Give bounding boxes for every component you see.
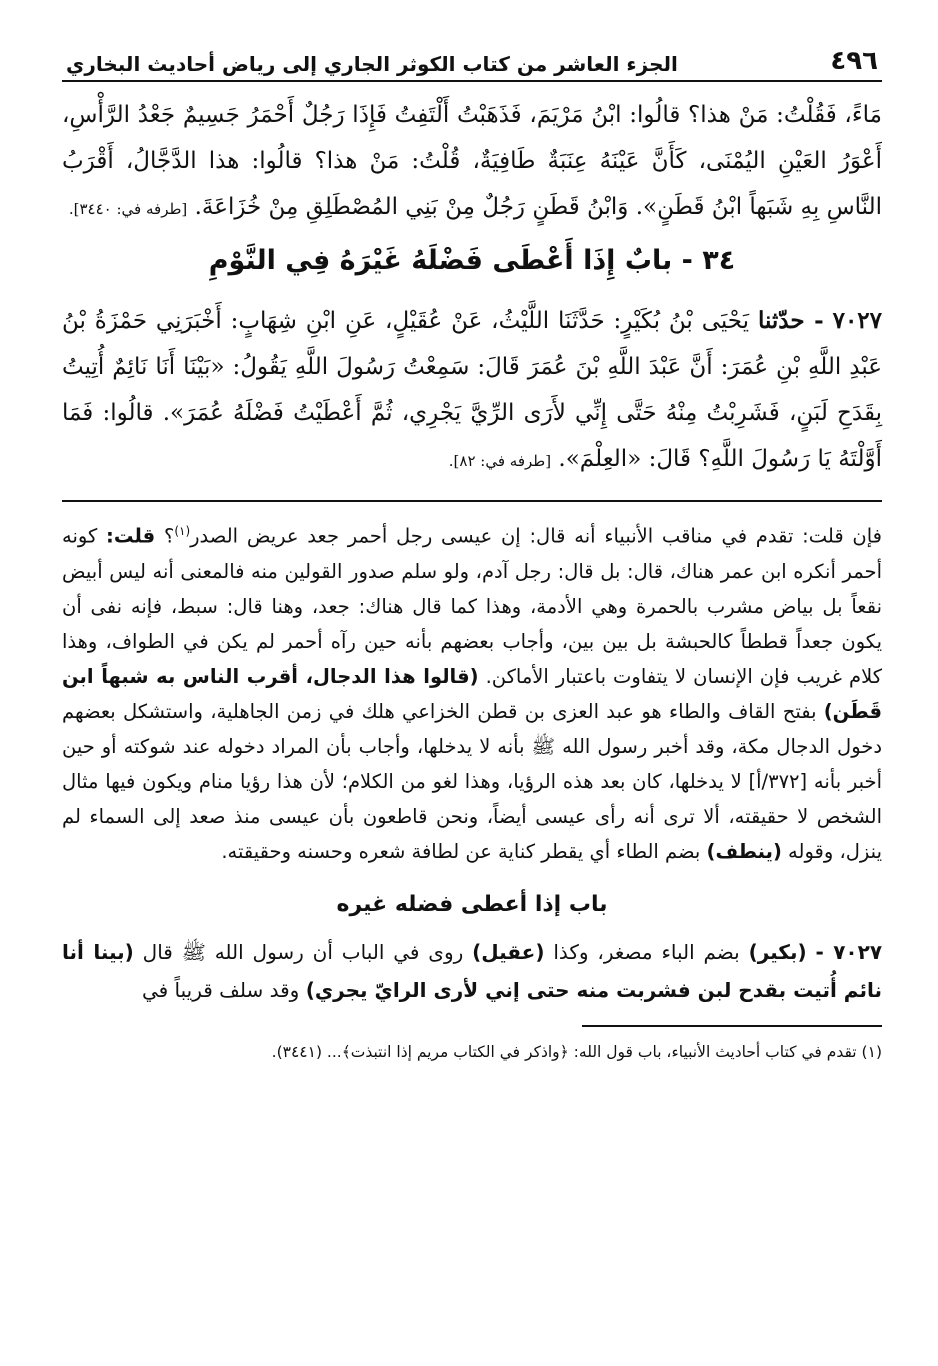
footnote-mark: (١) xyxy=(861,1042,882,1061)
commentary-2-bold-2: (عقيل) xyxy=(472,939,545,964)
footnote-text: تقدم في كتاب أحاديث الأنبياء، باب قول الله: ﴿واذكر في الكتاب مريم إذا انتبذت﴾... (٣٤٤١). xyxy=(271,1042,857,1061)
hadith-continuation xyxy=(62,92,882,232)
commentary-2-text-1: بضم الباء مصغر، وكذا xyxy=(544,939,749,964)
hadith-main-text xyxy=(62,298,882,484)
chapter-number: ٣٤ xyxy=(702,245,736,276)
commentary-text-2: ؟ xyxy=(155,524,175,548)
commentary-text-3: كونه أحمر أنكره ابن عمر هناك، قال: بل قال: رجل آدم، ولو سلم صدور القولين منه فالمعنى أنه ليس أبيض نقعاً بل بياض مشرب بالحمرة وهي الأدمة، وهذا كما قال هناك: جعد، وهنا قال: سبط، فإنه نفى أن يكون جعداً قططاً كالحبشة بل بين بين، وأجاب بعضهم بأنه حين رآه أحمر لم يكن في الطواف، وهذا كلام غريب فإن الإنسان لا يتفاوت باعتبار الأماكن. xyxy=(62,524,883,688)
cross-reference: [طرفه في: ٣٤٤٠]. xyxy=(68,200,188,218)
running-header xyxy=(62,42,882,82)
commentary-2-text-2: روى في الباب أن رسول الله ﷺ قال xyxy=(133,939,473,964)
hadith-cross-reference: [طرفه في: ٨٢]. xyxy=(448,452,552,470)
commentary-2-paragraph xyxy=(62,933,882,1009)
chapter-heading xyxy=(62,234,882,288)
hadith-intro: حدّثنا xyxy=(757,307,805,334)
hadith-number: ٧٠٢٧ xyxy=(832,307,883,334)
hadith-main xyxy=(62,298,882,484)
section-divider xyxy=(62,500,882,502)
commentary-quote-1: (قالوا هذا الدجال، أقرب الناس به شبهاً ابن قَطَن) xyxy=(62,664,882,723)
chapter-title: بابٌ إِذَا أَعْطَى فَضْلَهُ غَيْرَهُ فِي النَّوْمِ xyxy=(208,245,673,276)
commentary-text-4: بفتح القاف والطاء هو عبد العزى بن قطن الخزاعي هلك في زمن الجاهلية، واستشكل بعضهم دخول الدجال مكة، وقد أخبر رسول الله ﷺ بأنه لا يدخلها، وأجاب بأن المراد دخوله عند شوكته أو حين أخبر بأنه [٣٧٢/أ] لا يدخلها، كان بعد هذه الرؤيا، وهذا لغو من الكلام؛ لأن هذا رؤيا منام ويكون فيها مثال الشخص لا حقيقته، ألا ترى أنه رأى عيسى أيضاً، ونحن قاطعون بأن عيسى منذ صعد إلى السماء لم ينزل، وقوله xyxy=(62,699,882,863)
commentary-2-number: ٧٠٢٧ - xyxy=(815,939,883,964)
commentary-block-2 xyxy=(62,933,882,1009)
hadith-dash: - xyxy=(804,307,824,334)
commentary-qult: قلت: xyxy=(106,524,156,548)
commentary-paragraph xyxy=(62,514,882,869)
book-page xyxy=(62,42,882,1332)
hadith-continuation-body: مَاءً، فَقُلْتُ: مَنْ هذا؟ قالُوا: ابْنُ مَرْيَمَ، فَذَهَبْتُ أَلْتَفِتُ فَإِذَا رَجُلٌ أَحْمَرُ جَسِيمٌ جَعْدُ الرَّأْسِ، أَعْوَرُ العَيْنِ اليُمْنَى، كَأَنَّ عَيْنَهُ عِنَبَةٌ طَافِيَةٌ، قُلْتُ: مَنْ هذا؟ قالُوا: هذا الدَّجَّالُ، أَقْرَبُ النَّاسِ بِهِ شَبَهاً ابْنُ قَطَنٍ». وَابْنُ قَطَنٍ رَجُلٌ مِنْ بَنِي المُصْطَلِقِ مِنْ خُزَاعَةَ. xyxy=(62,102,882,220)
sub-heading: باب إذا أعطى فضله غيره xyxy=(336,891,608,917)
chapter-dash: - xyxy=(672,245,693,276)
commentary-2-text-3: وقد سلف قريباً في xyxy=(141,977,306,1002)
footnote-rule xyxy=(582,1025,882,1027)
book-title: الجزء العاشر من كتاب الكوثر الجاري إلى رياض أحاديث البخاري xyxy=(66,52,678,76)
commentary-text-5: بضم الطاء أي يقطر كناية عن لطافة شعره وحسنه وحقيقته. xyxy=(221,839,707,863)
footnote-reference[interactable]: (١) xyxy=(174,524,191,538)
commentary-quote-2: (ينطف) xyxy=(706,839,782,863)
commentary-2-bold-1: (بكير) xyxy=(748,939,807,964)
commentary-text-1: فإن قلت: تقدم في مناقب الأنبياء أنه قال: إن عيسى رجل أحمر جعد عريض الصدر xyxy=(190,524,882,548)
commentary-2-bold-3: (بينا أنا نائم أُتيت بقدح لبن فشربت منه حتى إني لأرى الرايّ يجري) xyxy=(62,939,882,1002)
hadith-continuation-text xyxy=(62,92,882,232)
footnote xyxy=(62,1037,882,1067)
commentary-block xyxy=(62,514,882,869)
page-number: ٤٩٦ xyxy=(830,46,878,76)
hadith-body: يَحْيَى بْنُ بُكَيْرٍ: حَدَّثَنَا اللَّيْثُ، عَنْ عُقَيْلٍ، عَنِ ابْنِ شِهَابٍ: أَخْبَرَنِي حَمْزَةُ بْنُ عَبْدِ اللَّهِ بْنِ عُمَرَ: أَنَّ عَبْدَ اللَّهِ بْنَ عُمَرَ قَالَ: سَمِعْتُ رَسُولَ اللَّهِ يَقُولُ: «بَيْنَا أَنَا نَائِمٌ أُتِيتُ بِقَدَحِ لَبَنٍ، فَشَرِبْتُ مِنْهُ حَتَّى إِنِّي لأَرَى الرِّيَّ يَجْرِي، ثُمَّ أَعْطَيْتُ فَضْلَهُ عُمَرَ». قالُوا: فَمَا أَوَّلْتَهُ يَا رَسُولَ اللَّهِ؟ قَالَ: «العِلْمَ». xyxy=(62,308,882,472)
